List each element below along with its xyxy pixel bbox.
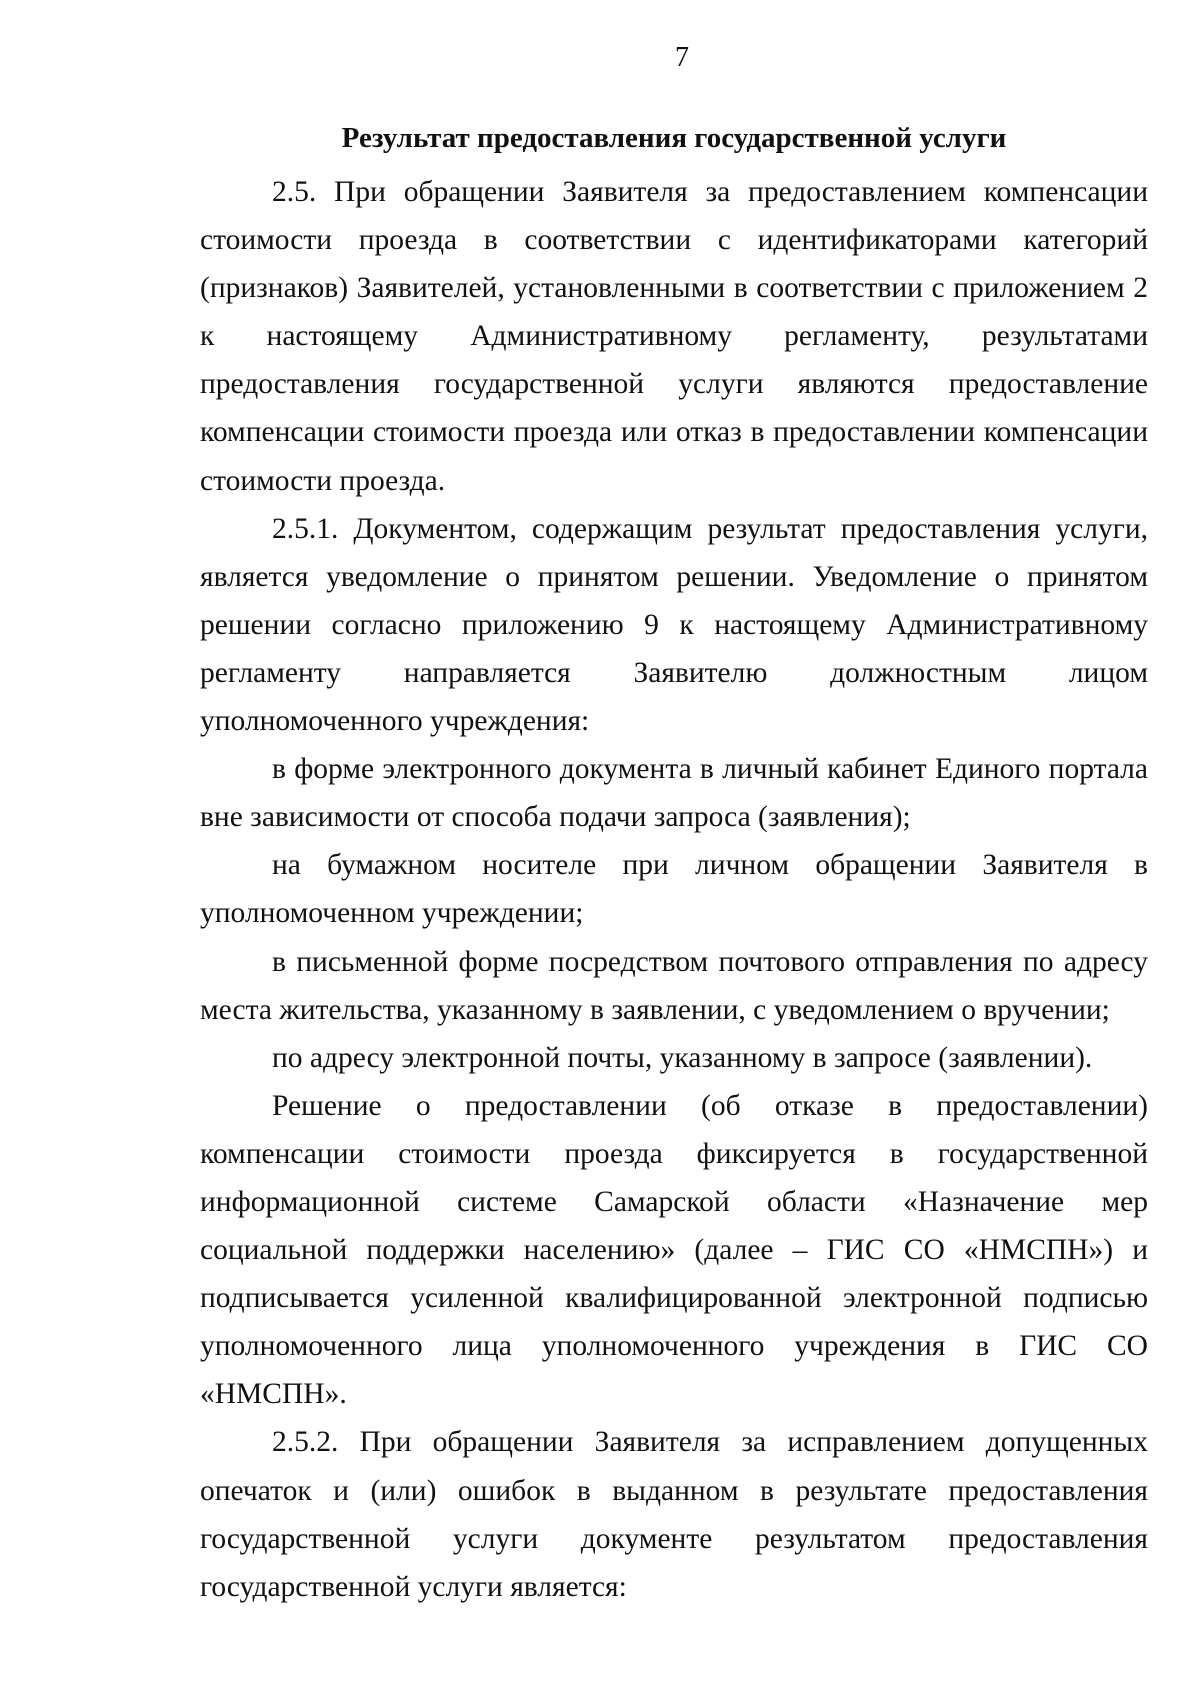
- paragraph-2-5-2: 2.5.2. При обращении Заявителя за исправлением допущенных опечаток и (или) ошибок в выданном в результате предоставления государственной услуги документе результатом предоставления государственной услуги является:: [200, 1426, 1148, 1603]
- paragraph-decision-recording: Решение о предоставлении (об отказе в предоставлении) компенсации стоимости проезда фиксируется в государственной информационной системе Самарской области «Назначение мер социальной поддержки населению» (далее – ГИС СО «НМСПН») и подписывается усиленной квалифицированной электронной подписью уполномоченного лица уполномоченного учреждения в ГИС СО «НМСПН».: [200, 1089, 1148, 1411]
- paragraph-postal-form: в письменной форме посредством почтового отправления по адресу места жительства, указанному в заявлении, с уведомлением о вручении;: [200, 945, 1148, 1026]
- body-text: [200, 168, 1148, 1611]
- section-heading: Результат предоставления государственной услуги: [341, 122, 1007, 154]
- paragraph-email-form: по адресу электронной почты, указанному в запросе (заявлении).: [272, 1041, 1093, 1074]
- paragraph-2-5-1: 2.5.1. Документом, содержащим результат предоставления услуги, является уведомление о принятом решении. Уведомление о принятом решении согласно приложению 9 к настоящему Административному регламенту направляется Заявителю должностным лицом уполномоченного учреждения:: [200, 512, 1148, 738]
- paragraph-2-5: 2.5. При обращении Заявителя за предоставлением компенсации стоимости проезда в соответствии с идентификаторами категорий (признаков) Заявителей, установленными в соответствии с приложением 2 к настоящему Административному регламенту, результатами предоставления государственной услуги являются предоставление компенсации стоимости проезда или отказ в предоставлении компенсации стоимости проезда.: [200, 176, 1148, 497]
- page-number: 7: [675, 42, 689, 73]
- paragraph-paper-form: на бумажном носителе при личном обращении Заявителя в уполномоченном учреждении;: [200, 849, 1148, 930]
- paragraph-electronic-form: в форме электронного документа в личный кабинет Единого портала вне зависимости от способа подачи запроса (заявления);: [200, 753, 1148, 834]
